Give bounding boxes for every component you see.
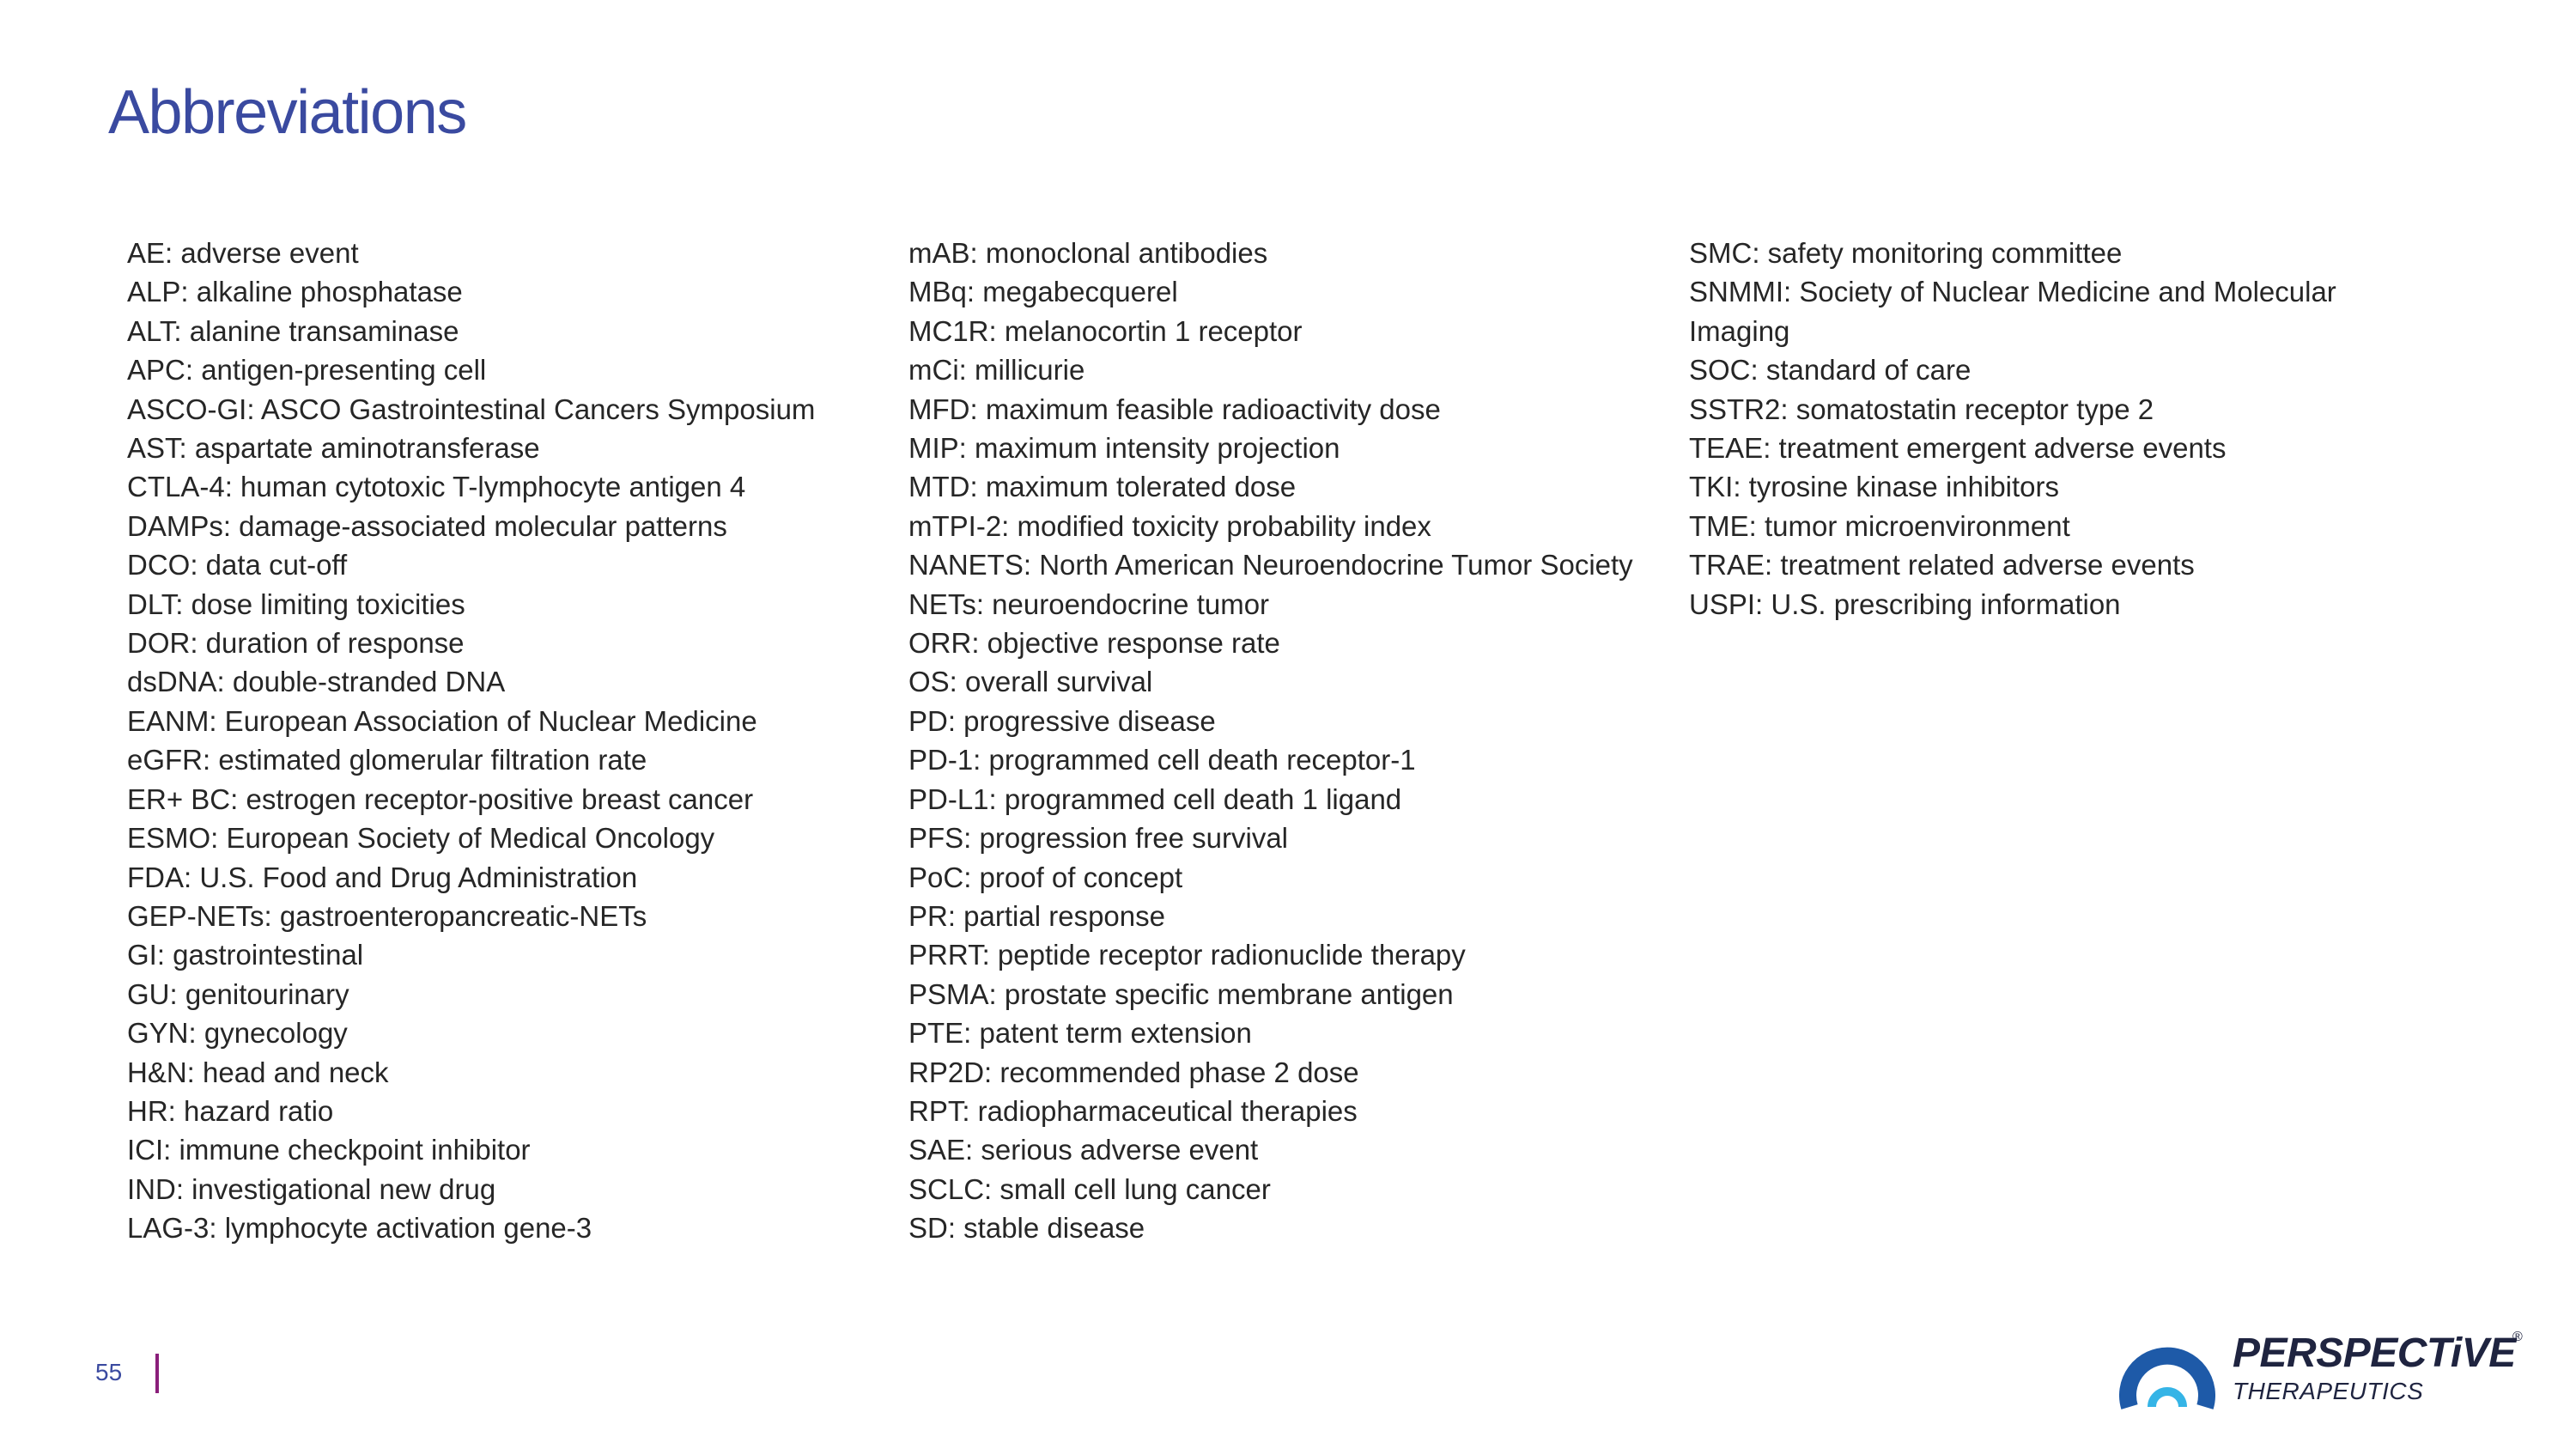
abbreviation-item: MBq: megabecquerel [908, 276, 1178, 308]
abbreviation-item: PD-1: programmed cell death receptor-1 [908, 744, 1416, 776]
abbreviation-item: ORR: objective response rate [908, 627, 1280, 660]
abbreviation-item: NETs: neuroendocrine tumor [908, 588, 1270, 620]
abbreviation-item: NANETS: North American Neuroendocrine Tumor Society [908, 549, 1633, 581]
abbreviation-item: HR: hazard ratio [127, 1094, 334, 1127]
perspective-logo-icon [2119, 1328, 2215, 1414]
abbreviation-item: SD: stable disease [908, 1212, 1145, 1245]
abbreviation-item: AST: aspartate aminotransferase [127, 432, 540, 465]
abbreviation-item: TKI: tyrosine kinase inhibitors [1689, 471, 2060, 503]
abbreviation-item: AE: adverse event [127, 237, 359, 269]
abbreviation-item: mCi: millicurie [908, 354, 1085, 387]
abbreviation-item: OS: overall survival [908, 666, 1153, 698]
abbreviation-item: dsDNA: double-stranded DNA [127, 666, 506, 698]
abbreviation-item: FDA: U.S. Food and Drug Administration [127, 861, 638, 893]
abbreviation-item: CTLA-4: human cytotoxic T-lymphocyte antigen 4 [127, 471, 746, 503]
abbreviation-item: SAE: serious adverse event [908, 1134, 1259, 1166]
abbreviation-item: ICI: immune checkpoint inhibitor [127, 1134, 531, 1166]
abbreviation-item: PSMA: prostate specific membrane antigen [908, 977, 1454, 1010]
abbreviation-item: GU: genitourinary [127, 977, 349, 1010]
abbreviation-item: PTE: patent term extension [908, 1017, 1252, 1050]
abbreviation-item: TRAE: treatment related adverse events [1689, 549, 2195, 581]
abbreviation-item: ESMO: European Society of Medical Oncology [127, 822, 715, 855]
abbreviation-item: MIP: maximum intensity projection [908, 432, 1340, 465]
abbreviation-item: SOC: standard of care [1689, 354, 1971, 387]
abbreviation-column-3 [1689, 234, 2393, 624]
abbreviation-column-2 [908, 234, 1633, 1248]
abbreviation-column-1 [127, 234, 815, 1248]
abbreviation-item: SCLC: small cell lung cancer [908, 1172, 1271, 1205]
abbreviation-item: MFD: maximum feasible radioactivity dose [908, 393, 1441, 425]
abbreviation-item: DLT: dose limiting toxicities [127, 588, 465, 620]
abbreviation-item: SSTR2: somatostatin receptor type 2 [1689, 393, 2154, 425]
abbreviation-item: mTPI-2: modified toxicity probability index [908, 509, 1431, 542]
logo-subtitle: THERAPEUTICS [2233, 1378, 2424, 1404]
abbreviation-item: mAB: monoclonal antibodies [908, 237, 1268, 269]
abbreviation-item: PD: progressive disease [908, 704, 1216, 737]
abbreviation-item: TME: tumor microenvironment [1689, 509, 2070, 542]
abbreviation-item: LAG-3: lymphocyte activation gene-3 [127, 1212, 592, 1245]
abbreviation-item: APC: antigen-presenting cell [127, 354, 487, 387]
abbreviation-item: GYN: gynecology [127, 1017, 348, 1050]
abbreviation-item: ASCO-GI: ASCO Gastrointestinal Cancers Symposium [127, 393, 816, 425]
abbreviation-item: H&N: head and neck [127, 1056, 389, 1088]
abbreviation-item: MTD: maximum tolerated dose [908, 471, 1297, 503]
abbreviation-item: RPT: radiopharmaceutical therapies [908, 1094, 1358, 1127]
abbreviation-item: DCO: data cut-off [127, 549, 348, 581]
logo-registered-mark: ® [2512, 1330, 2523, 1344]
abbreviation-item: RP2D: recommended phase 2 dose [908, 1056, 1359, 1088]
abbreviation-item: IND: investigational new drug [127, 1172, 496, 1205]
abbreviation-item: PRRT: peptide receptor radionuclide therapy [908, 939, 1466, 971]
abbreviation-item: DOR: duration of response [127, 627, 465, 660]
abbreviation-item: ER+ BC: estrogen receptor-positive breast cancer [127, 782, 754, 815]
company-logo [2119, 1328, 2523, 1414]
abbreviation-item: eGFR: estimated glomerular filtration rate [127, 744, 647, 776]
abbreviation-item: USPI: U.S. prescribing information [1689, 588, 2121, 620]
footer-divider [155, 1354, 159, 1393]
abbreviation-item: PR: partial response [908, 899, 1165, 932]
abbreviation-item: ALT: alanine transaminase [127, 314, 459, 347]
abbreviation-item: ALP: alkaline phosphatase [127, 276, 463, 308]
abbreviation-item: PD-L1: programmed cell death 1 ligand [908, 782, 1402, 815]
abbreviation-item: PoC: proof of concept [908, 861, 1183, 893]
logo-name: PERSPECTiVE [2233, 1330, 2516, 1376]
abbreviation-item: DAMPs: damage-associated molecular patterns [127, 509, 727, 542]
abbreviation-item: GEP-NETs: gastroenteropancreatic-NETs [127, 899, 647, 932]
abbreviation-item: MC1R: melanocortin 1 receptor [908, 314, 1303, 347]
page-title: Abbreviations [108, 78, 466, 147]
abbreviation-item: EANM: European Association of Nuclear Medicine [127, 704, 757, 737]
abbreviation-item: TEAE: treatment emergent adverse events [1689, 432, 2227, 465]
abbreviation-item: PFS: progression free survival [908, 822, 1289, 855]
page-number: 55 [95, 1359, 123, 1385]
abbreviation-item: GI: gastrointestinal [127, 939, 364, 971]
abbreviation-item: SNMMI: Society of Nuclear Medicine and Molecular Imaging [1689, 276, 2336, 347]
abbreviation-item: SMC: safety monitoring committee [1689, 237, 2123, 269]
